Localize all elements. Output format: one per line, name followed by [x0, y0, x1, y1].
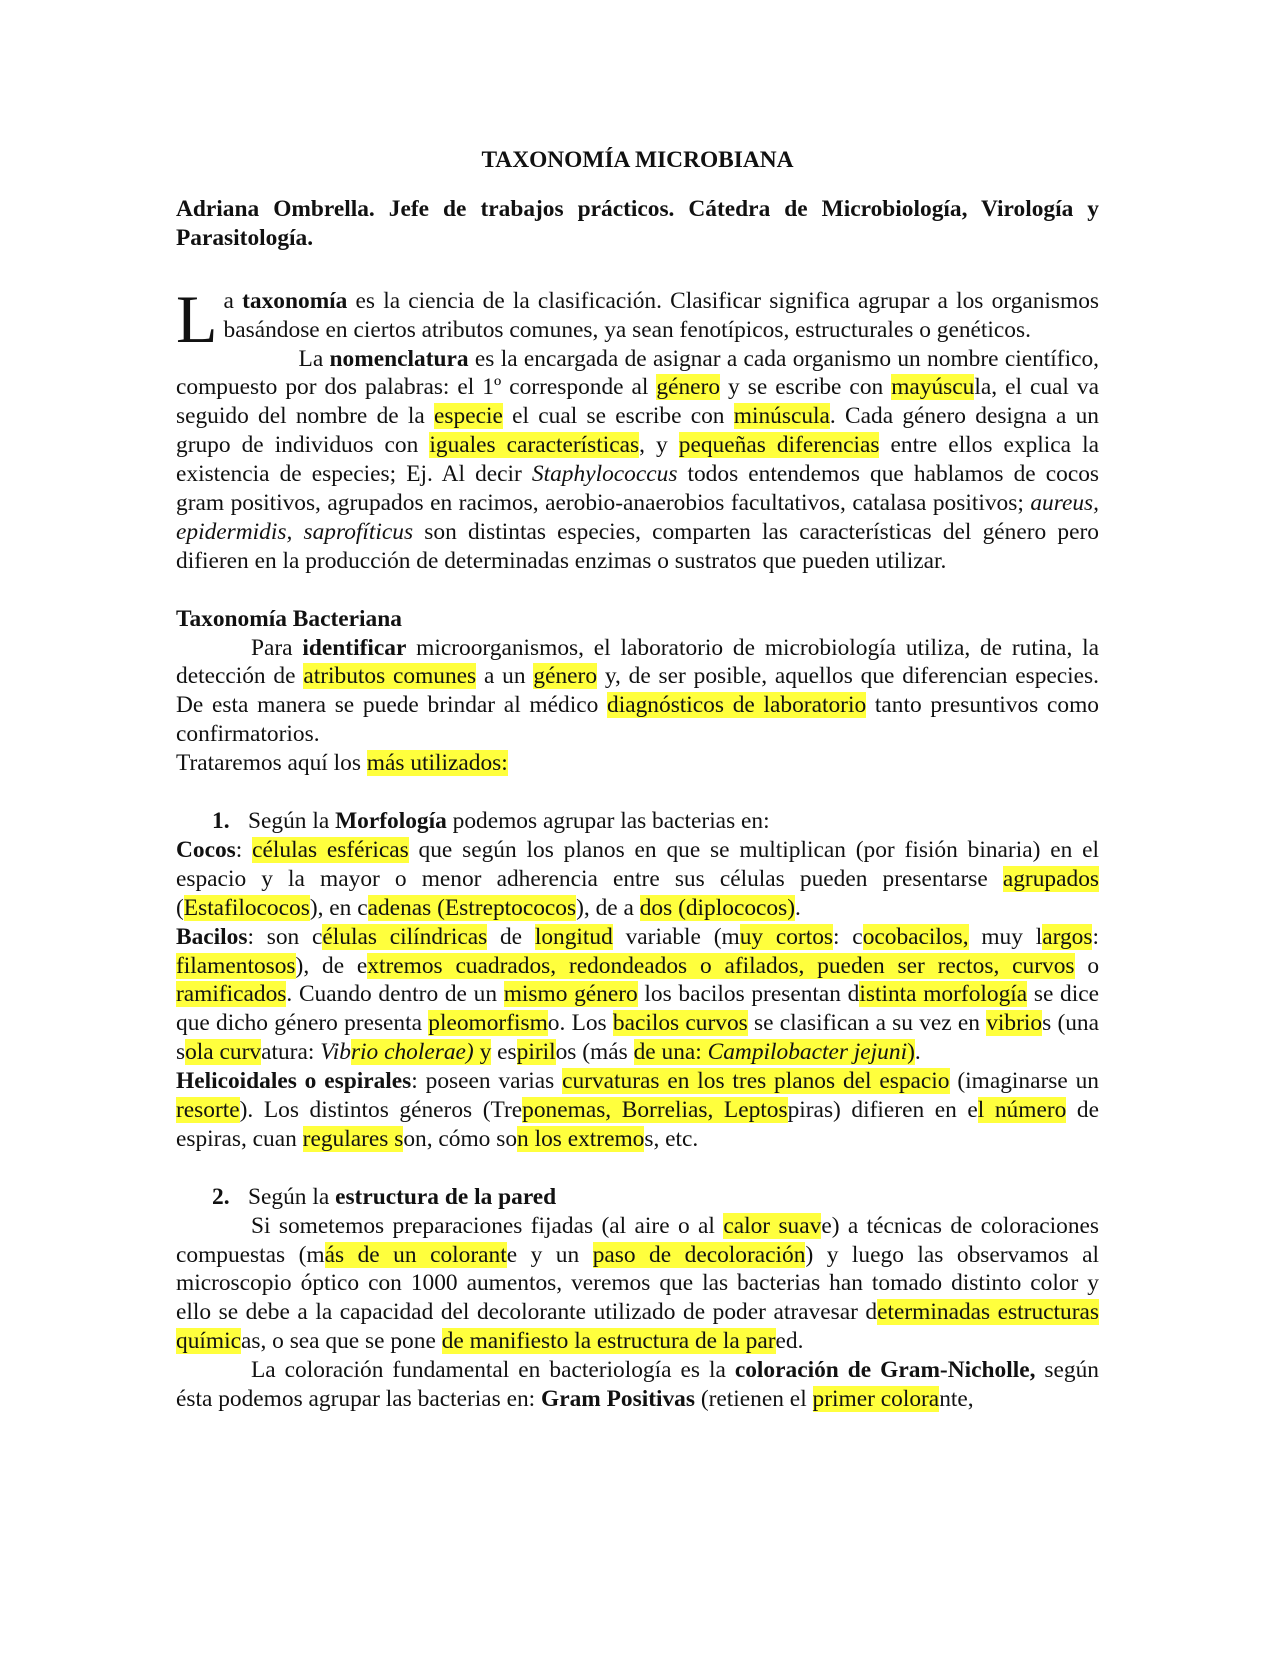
- bacilos-paragraph: Bacilos: son células cilíndricas de longitud variable (muy cortos: cocobacilos, muy largos: filamentosos), de extremos cuadrados, redondeados o afilados, pueden ser rectos, curvos o ramificados. Cuando dentro de un mismo género los bacilos presentan distinta morfología se dice que dicho género presenta pleomorfismo. Los bacilos curvos se clasifican a su vez en vibrios (una sola curvatura: Vibrio cholerae) y espirilos (más de una: Campilobacter jejuni).: [176, 923, 1100, 1066]
- drop-cap: L: [176, 280, 218, 357]
- document-body: [176, 146, 1099, 1414]
- intro-paragraph: La taxonomía es la ciencia de la clasificación. Clasificar significa agrupar a los organismos basándose en ciertos atributos comunes, ya sean fenotípicos, estructurales o genéticos.: [176, 280, 1099, 357]
- helicoidales-paragraph: Helicoidales o espirales: poseen varias curvaturas en los tres planos del espacio (imaginarse un resorte). Los distintos géneros (Treponemas, Borrelias, Leptospiras) difieren en el número de espiras, cuan regulares son, cómo son los extremos, etc.: [176, 1068, 1099, 1152]
- bacterial-followup: Trataremos aquí los más utilizados:: [176, 750, 508, 777]
- staining-paragraph: Si sometemos preparaciones fijadas (al aire o al calor suave) a técnicas de coloraciones compuestas (más de un colorante y un paso de decoloración) y luego las observamos al microscopio óptico con 1000 aumentos, veremos que las bacterias han tomado distinto color y ello se debe a la capacidad del decolorante utilizado de poder atravesar determinadas estructuras químicas, o sea que se pone de manifiesto la estructura de la pared.: [176, 1212, 1100, 1355]
- list-item-morphology: 1. Según la Morfología podemos agrupar las bacterias en:: [212, 808, 770, 834]
- nomenclature-paragraph: La nomenclatura es la encargada de asignar a cada organismo un nombre científico, compuesto por dos palabras: el 1º corresponde al género y se escribe con mayúscula, el cual va seguido del nombre de la especie el cual se escribe con minúscula. Cada género designa a un grupo de individuos con iguales características, y pequeñas diferencias entre ellos explica la existencia de especies; Ej. Al decir Staphylococcus todos entendemos que hablamos de cocos gram positivos, agrupados en racimos, aerobio-anaerobios facultativos, catalasa positivos; aureus, epidermidis, saprofíticus son distintas especies, comparten las características del género pero difieren en la producción de determinadas enzimas o sustratos que pueden utilizar.: [176, 345, 1099, 574]
- list-item-wall-structure: 2. Según la estructura de la pared: [212, 1183, 557, 1210]
- bacterial-paragraph: Para identificar microorganismos, el laboratorio de microbiología utiliza, de rutina, la detección de atributos comunes a un género y, de ser posible, aquellos que diferencian especies. De esta manera se puede brindar al médico diagnósticos de laboratorio tanto presuntivos como confirmatorios.: [176, 634, 1099, 748]
- author-line: Adriana Ombrella. Jefe de trabajos prácticos. Cátedra de Microbiología, Virología y Parasitología.: [176, 195, 1099, 251]
- gram-paragraph: La coloración fundamental en bacteriología es la coloración de Gram-Nicholle, según ésta podemos agrupar las bacterias en: Gram Positivas (retienen el primer colorante,: [176, 1357, 1099, 1413]
- cocos-paragraph: Cocos: células esféricas que según los planos en que se multiplican (por fisión binaria) en el espacio y la mayor o menor adherencia entre sus células pueden presentarse agrupados (Estafilococos), en cadenas (Estreptococos), de a dos (diplococos).: [176, 836, 1099, 921]
- section-heading-bacterial: Taxonomía Bacteriana: [176, 605, 402, 632]
- document-title: TAXONOMÍA MICROBIANA: [481, 147, 794, 173]
